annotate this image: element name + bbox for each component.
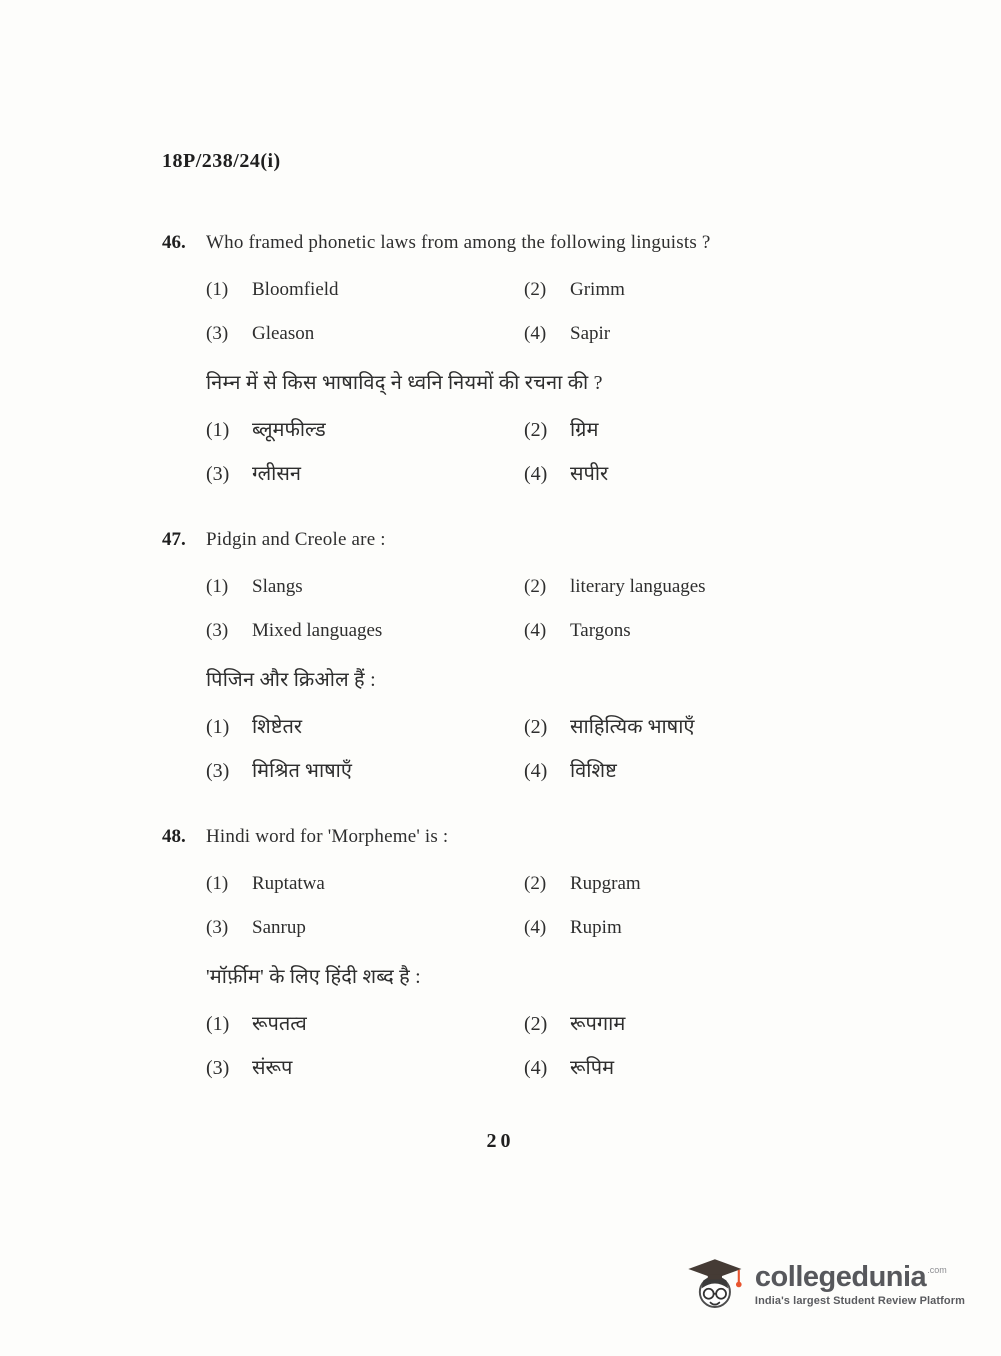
option-text: रूपगाम xyxy=(570,1013,626,1035)
option-text: Ruptatwa xyxy=(252,873,325,894)
option-text: Sanrup xyxy=(252,917,306,938)
options-english xyxy=(206,872,941,940)
option-text: सपीर xyxy=(570,463,609,485)
option-text: Rupgram xyxy=(570,873,641,894)
option-text: Sapir xyxy=(570,323,611,344)
question-text-hindi: 'मॉर्फ़ीम' के लिए हिंदी शब्द है : xyxy=(206,966,421,988)
options-english xyxy=(206,278,941,346)
option-number: (4) xyxy=(524,620,547,641)
option-text: Bloomfield xyxy=(252,279,339,300)
option-text: literary languages xyxy=(570,576,706,597)
option-number: (3) xyxy=(206,917,229,938)
option-number: (2) xyxy=(524,279,547,300)
option-text: रूपतत्व xyxy=(252,1013,307,1035)
option xyxy=(206,462,524,486)
option xyxy=(524,575,941,599)
paper-code: 18P/238/24(i) xyxy=(162,150,281,172)
option xyxy=(524,619,941,643)
question-body xyxy=(206,528,941,783)
option-number: (3) xyxy=(206,760,230,782)
brand-name: collegedunia xyxy=(754,1260,927,1293)
option xyxy=(206,418,524,442)
question-text-hindi: निम्न में से किस भाषाविद् ने ध्वनि नियमों की रचना की ? xyxy=(206,372,603,394)
option-text: Targons xyxy=(570,620,631,641)
graduate-mascot-icon xyxy=(683,1254,745,1314)
question-number: 47. xyxy=(162,529,186,550)
option xyxy=(524,322,941,346)
option-text: ग्लीसन xyxy=(252,463,301,485)
question-46 xyxy=(162,231,941,486)
option-number: (1) xyxy=(206,873,229,894)
option xyxy=(524,418,941,442)
option-number: (2) xyxy=(524,873,547,894)
option-number: (3) xyxy=(206,323,229,344)
option-text: Rupim xyxy=(570,917,622,938)
question-number: 48. xyxy=(162,826,186,847)
option-number: (1) xyxy=(206,419,230,441)
option-text: ब्लूमफील्ड xyxy=(252,419,326,441)
page-number: 20 xyxy=(486,1130,515,1152)
question-number: 46. xyxy=(162,232,186,253)
option xyxy=(524,462,941,486)
option-number: (2) xyxy=(524,716,548,738)
question-48 xyxy=(162,825,941,1080)
option xyxy=(524,872,941,896)
brand-tagline: India's largest Student Review Platform xyxy=(754,1294,965,1307)
option-number: (1) xyxy=(206,279,229,300)
logo-text xyxy=(755,1262,965,1307)
option xyxy=(524,1012,941,1036)
question-text-english: Hindi word for 'Morpheme' is : xyxy=(206,826,449,847)
option-text: साहित्यिक भाषाएँ xyxy=(570,716,695,738)
option-text: विशिष्ट xyxy=(570,760,617,782)
option-text: रूपिम xyxy=(570,1057,615,1079)
option-text: मिश्रित भाषाएँ xyxy=(252,760,352,782)
option xyxy=(206,916,524,940)
option-text: Mixed languages xyxy=(252,620,383,641)
options-english xyxy=(206,575,941,643)
option-number: (3) xyxy=(206,620,229,641)
question-text-english: Who framed phonetic laws from among the following linguists ? xyxy=(206,232,711,253)
option xyxy=(206,322,524,346)
option-number: (4) xyxy=(524,1057,548,1079)
brand-line xyxy=(755,1262,965,1292)
option xyxy=(206,575,524,599)
question-47 xyxy=(162,528,941,783)
option-text: ग्रिम xyxy=(570,419,599,441)
option xyxy=(524,1056,941,1080)
option xyxy=(206,278,524,302)
option-number: (2) xyxy=(524,419,548,441)
option-number: (1) xyxy=(206,576,229,597)
option xyxy=(524,916,941,940)
option xyxy=(206,619,524,643)
options-hindi xyxy=(206,715,941,783)
collegedunia-logo xyxy=(683,1254,965,1314)
option xyxy=(524,715,941,739)
brand-suffix: .com xyxy=(927,1264,947,1275)
option-number: (4) xyxy=(524,323,547,344)
option-number: (2) xyxy=(524,1013,548,1035)
option-text: Gleason xyxy=(252,323,315,344)
option-number: (4) xyxy=(524,463,548,485)
option-number: (3) xyxy=(206,463,230,485)
option-text: संरूप xyxy=(252,1057,293,1079)
option xyxy=(206,1056,524,1080)
options-hindi xyxy=(206,1012,941,1080)
option-number: (2) xyxy=(524,576,547,597)
option-text: Slangs xyxy=(252,576,303,597)
option xyxy=(206,715,524,739)
options-hindi xyxy=(206,418,941,486)
question-text-english: Pidgin and Creole are : xyxy=(206,529,386,550)
option-text: Grimm xyxy=(570,279,625,300)
option xyxy=(524,278,941,302)
option xyxy=(206,1012,524,1036)
option xyxy=(206,759,524,783)
question-body xyxy=(206,231,941,486)
option xyxy=(524,759,941,783)
option-number: (4) xyxy=(524,760,548,782)
question-text-hindi: पिजिन और क्रिओल हैं : xyxy=(206,669,376,691)
option-number: (1) xyxy=(206,716,230,738)
option-text: शिष्टेतर xyxy=(252,716,303,738)
question-body xyxy=(206,825,941,1080)
option-number: (4) xyxy=(524,917,547,938)
option xyxy=(206,872,524,896)
option-number: (1) xyxy=(206,1013,230,1035)
option-number: (3) xyxy=(206,1057,230,1079)
